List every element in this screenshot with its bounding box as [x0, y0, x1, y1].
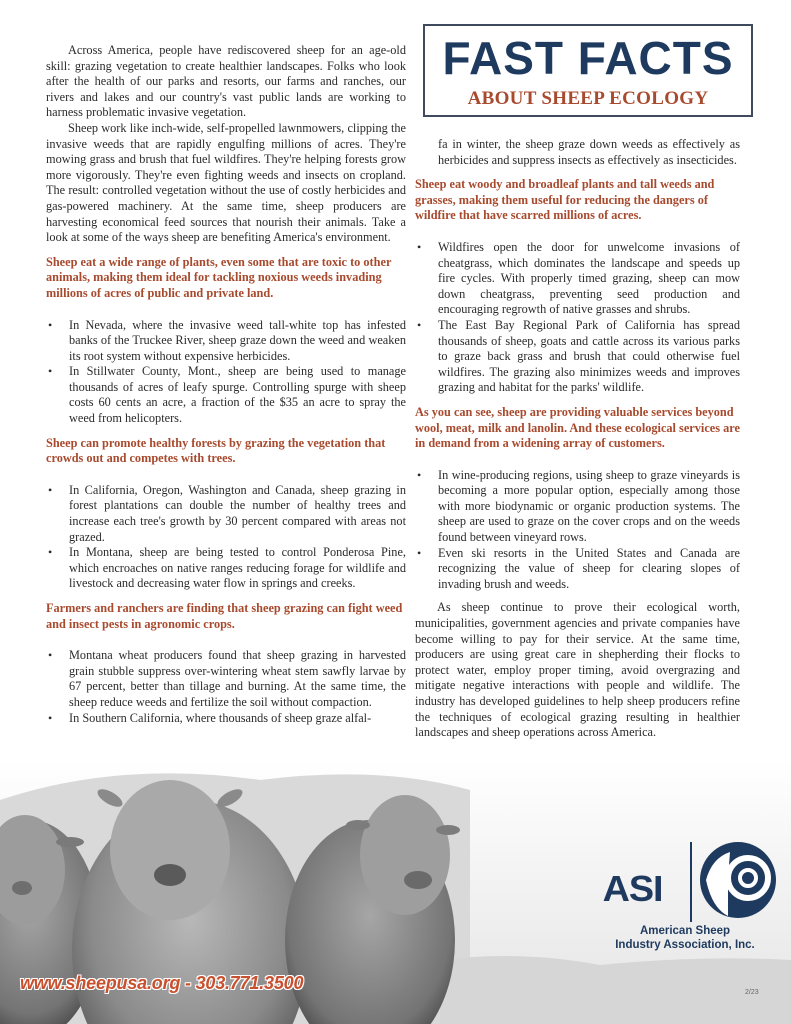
bullet-list-services — [415, 468, 740, 593]
section-heading-forests: Sheep can promote healthy forests by grazing the vegetation that crowds out and competes with trees. — [46, 435, 386, 466]
bullet-southern-california: • In Southern California, where thousands of sheep graze alfal- — [46, 711, 406, 727]
fast-facts-title: FAST FACTS — [442, 32, 734, 84]
contact-website-phone: www.sheepusa.org - 303.771.3500 — [20, 973, 304, 993]
bullet-list-forests — [46, 483, 406, 592]
bullet-montana-pine: • In Montana, sheep are being tested to control Ponderosa Pine, which encroaches on native ranges reducing forage for wildlife and livestock and decreasing water flow in springs and creeks. — [46, 545, 406, 592]
bullet-list-crops — [46, 648, 406, 726]
section-heading-crops: Farmers and ranchers are finding that sheep grazing can fight weed and insect pests in agronomic crops. — [46, 601, 403, 631]
right-column — [415, 137, 740, 741]
logo-divider — [690, 842, 692, 922]
section-heading-toxic-plants: Sheep eat a wide range of plants, even some that are toxic to other animals, making them ideal for tackling noxious weeds invading millions of acres of public and private land. — [46, 254, 392, 300]
bullet-california-forests: • In California, Oregon, Washington and Canada, sheep grazing in forest plantations can double the number of healthy trees and increase each tree's growth by 30 percent compared with areas not grazed. — [46, 483, 406, 545]
intro-paragraph-1: Across America, people have rediscovered sheep for an age-old skill: grazing vegetation to create healthier landscapes. Folks who look after the health of our parks and resorts, our farms and ranches, our rivers and lakes and our country's vast public lands are working to harness problematic invasive vegetation. — [46, 43, 406, 120]
org-name-line-1: American Sheep — [639, 925, 731, 937]
bullet-stillwater: • In Stillwater County, Mont., sheep are being used to manage thousands of acres of leafy spurge. Controlling spurge with sheep costs 60 cents an acre, a fraction of the $35 an acre to spray the weed from helicopters. — [46, 364, 406, 426]
asi-wordmark: ASI — [602, 868, 663, 909]
org-name-line-2: Industry Association, Inc. — [615, 939, 755, 951]
organization-name — [596, 924, 774, 952]
bullet-list-wildfire — [415, 240, 740, 396]
bullet-vineyards: • In wine-producing regions, using sheep to graze vineyards is becoming a more popular option, especially among those with more biodynamic or organic production systems. The sheep are used to graze on the cover crops and on the weeds found between vineyard rows. — [415, 468, 740, 546]
bullet-nevada: • In Nevada, where the invasive weed tall-white top has infested banks of the Truckee River, sheep graze down the weed and weaken its root system without expensive herbicides. — [46, 318, 406, 365]
bullet-montana-wheat: • Montana wheat producers found that sheep grazing in harvested grain stubble suppress over-wintering wheat stem sawfly larvae by 67 percent, better than tillage and burning. At the same time, the sheep reduce weeds and fertilize the soil without compaction. — [46, 648, 406, 710]
page-number: 2/23 — [745, 989, 759, 996]
ram-head-icon — [698, 838, 778, 922]
section-heading-wildfire: Sheep eat woody and broadleaf plants and tall weeds and grasses, making them useful for reducing the dangers of wildfire that have scarred millions of acres. — [415, 177, 715, 223]
closing-paragraph: As sheep continue to prove their ecological worth, municipalities, government agencies and private companies have become willing to pay for their service. At the same time, producers are using great care in shepherding their flocks to protect water, employ proper timing, avoid overgrazing and mitigate negative interactions with people and wildlife. The industry has developed guidelines to help sheep producers refine the techniques of ecological grazing resulting in healthier landscapes and sheep operations across America. — [415, 600, 740, 740]
section-heading-services: As you can see, sheep are providing valuable services beyond wool, meat, milk and lanolin. And these ecological services are in demand from a widening array of customers. — [415, 404, 740, 451]
bullet-ski-resorts: • Even ski resorts in the United States and Canada are recognizing the value of sheep for clearing slopes of invading brush and weeds. — [415, 546, 740, 593]
continued-bullet-text: fa in winter, the sheep graze down weeds as effectively as herbicides and suppress insects as effectively as insecticides. — [438, 137, 740, 167]
fast-facts-subtitle: ABOUT SHEEP ECOLOGY — [467, 88, 709, 109]
bullet-list-weeds — [46, 318, 406, 427]
intro-paragraph-2: Sheep work like inch-wide, self-propelled lawnmowers, clipping the invasive weeds that are rapidly engulfing millions of acres. They're mowing grass and brush that fuel wildfires. They're helping forests grow more vigorously. They're even fighting weeds and insects on cropland. The result: controlled vegetation without the use of costly herbicides and gas-powered machinery. At the same time, sheep producers are harvesting economical feed sources that nourish their animals. Take a look at some of the ways sheep are benefiting America's environment. — [46, 120, 406, 245]
bullet-cheatgrass: • Wildfires open the door for unwelcome invasions of cheatgrass, which dominates the landscape and speeds up fire cycles. With properly timed grazing, sheep can mow down cheatgrass, preventing seed production and encouraging regrowth of native grasses and shrubs. — [415, 240, 740, 318]
left-column — [46, 43, 406, 734]
bullet-east-bay: • The East Bay Regional Park of California has spread thousands of sheep, goats and cattle across its various parks to graze back grass and brush that could otherwise fuel wildfires. The grazing also minimizes weeds and improves grazing and habitat for the parks' wildlife. — [415, 318, 740, 396]
fast-facts-box — [423, 24, 753, 117]
